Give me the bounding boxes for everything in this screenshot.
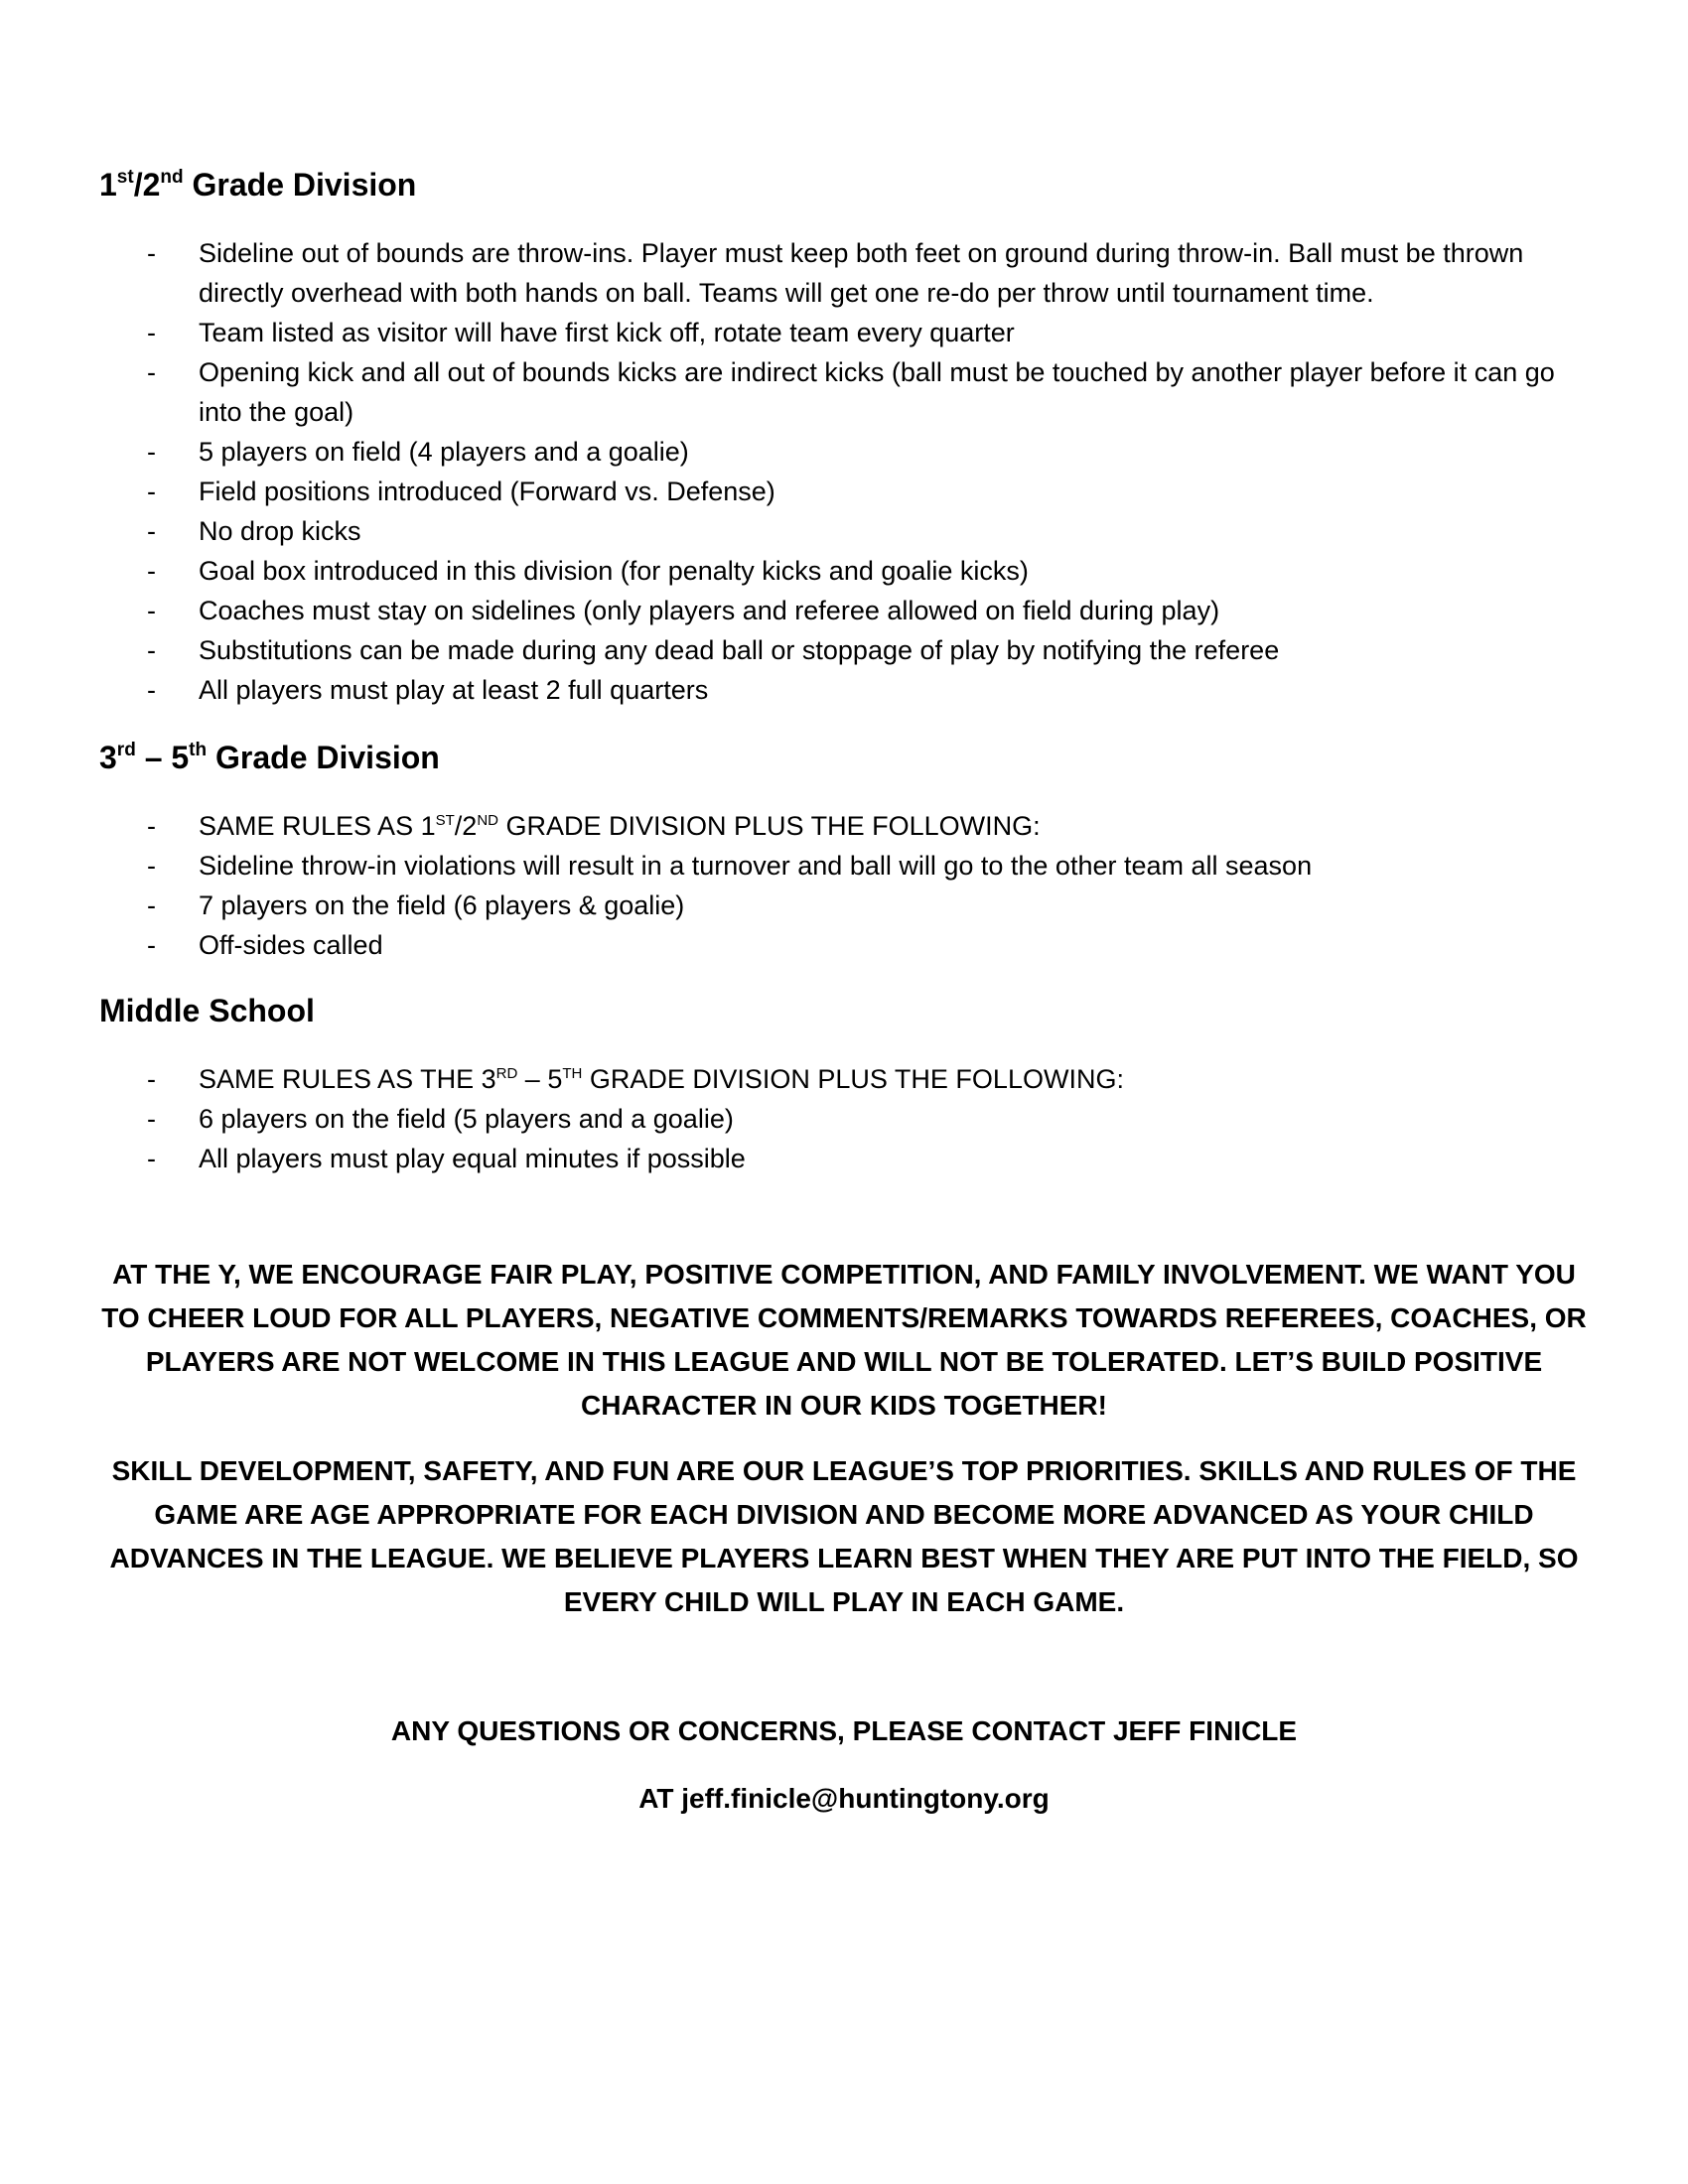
rule-text: Coaches must stay on sidelines (only players and referee allowed on field during play): [199, 596, 1220, 625]
rule-item: [99, 1099, 1569, 1139]
dash-bullet: -: [147, 1144, 156, 1173]
rule-text: GRADE DIVISION PLUS THE FOLLOWING:: [582, 1064, 1124, 1094]
heading-text: /2: [133, 167, 161, 203]
rule-item: [99, 925, 1569, 965]
rule-text: 6 players on the field (5 players and a goalie): [199, 1104, 734, 1134]
rule-item: [99, 591, 1569, 630]
rule-superscript: ND: [477, 812, 498, 829]
dash-bullet: -: [147, 851, 156, 881]
rule-text: No drop kicks: [199, 516, 361, 546]
heading-superscript: nd: [160, 167, 184, 188]
heading-text: Grade Division: [207, 740, 440, 775]
rule-text: GRADE DIVISION PLUS THE FOLLOWING:: [497, 811, 1041, 841]
heading-superscript: rd: [116, 740, 136, 760]
rule-item: [99, 352, 1569, 432]
rule-item: [99, 806, 1569, 846]
section-division-3-5: [99, 738, 1589, 965]
dash-bullet: -: [147, 1064, 156, 1094]
contact-line: ANY QUESTIONS OR CONCERNS, PLEASE CONTACT JEFF FINICLE: [390, 1715, 1298, 1746]
rule-text: All players must play equal minutes if possible: [199, 1144, 746, 1173]
rule-text: SAME RULES AS THE 3: [199, 1064, 496, 1094]
dash-bullet: -: [147, 596, 156, 625]
priorities-notice: SKILL DEVELOPMENT, SAFETY, AND FUN ARE OUR LEAGUE’S TOP PRIORITIES. SKILLS AND RULES OF THE GAME ARE AGE APPROPRIATE FOR EACH DIVISION AND BECOME MORE ADVANCED AS YOUR CHILD ADVANCES IN THE LEAGUE. WE BELIEVE PLAYERS LEARN BEST WHEN THEY ARE PUT INTO THE FIELD, SO EVERY CHILD WILL PLAY IN EACH GAME.: [109, 1455, 1579, 1617]
heading-text: 3: [99, 740, 117, 775]
dash-bullet: -: [147, 357, 156, 387]
rule-text: Team listed as visitor will have first kick off, rotate team every quarter: [199, 318, 1015, 347]
rule-text: – 5: [517, 1064, 563, 1094]
heading-text: 1: [99, 167, 117, 203]
rule-superscript: TH: [562, 1065, 583, 1082]
rule-item: [99, 233, 1569, 313]
rule-text: All players must play at least 2 full quarters: [199, 675, 709, 705]
rule-item: [99, 313, 1569, 352]
dash-bullet: -: [147, 930, 156, 960]
rule-item: [99, 432, 1569, 472]
heading-text: – 5: [135, 740, 190, 775]
rule-text: Field positions introduced (Forward vs. Defense): [199, 477, 775, 506]
dash-bullet: -: [147, 477, 156, 506]
rules-list-middle-school: [99, 1059, 1589, 1178]
rule-item: [99, 886, 1569, 925]
rules-list-division-1-2: [99, 233, 1589, 710]
rule-text: Opening kick and all out of bounds kicks are indirect kicks (ball must be touched by another player before it can go into the goal): [199, 357, 1555, 427]
rules-list-division-3-5: [99, 806, 1589, 965]
heading-superscript: th: [189, 740, 208, 760]
heading-text: Grade Division: [183, 167, 417, 203]
dash-bullet: -: [147, 675, 156, 705]
rule-text: Sideline throw-in violations will result in a turnover and ball will go to the other team all season: [199, 851, 1313, 881]
dash-bullet: -: [147, 238, 156, 268]
rule-item: [99, 670, 1569, 710]
dash-bullet: -: [147, 1104, 156, 1134]
rule-text: 7 players on the field (6 players & goalie): [199, 890, 685, 920]
rule-item: [99, 551, 1569, 591]
dash-bullet: -: [147, 437, 156, 467]
dash-bullet: -: [147, 516, 156, 546]
rule-item: [99, 846, 1569, 886]
rule-item: [99, 472, 1569, 511]
rule-text: Goal box introduced in this division (for penalty kicks and goalie kicks): [199, 556, 1029, 586]
rule-item: [99, 1139, 1569, 1178]
contact-email-line: AT jeff.finicle@huntingtony.org: [638, 1783, 1050, 1814]
section-heading-division-1-2: [99, 165, 1589, 205]
rule-text: Off-sides called: [199, 930, 383, 960]
rule-superscript: ST: [435, 812, 455, 829]
dash-bullet: -: [147, 556, 156, 586]
rule-item: [99, 630, 1569, 670]
rule-text: 5 players on field (4 players and a goalie): [199, 437, 689, 467]
fair-play-notice: AT THE Y, WE ENCOURAGE FAIR PLAY, POSITIVE COMPETITION, AND FAMILY INVOLVEMENT. WE WANT YOU TO CHEER LOUD FOR ALL PLAYERS, NEGATIVE COMMENTS/REMARKS TOWARDS REFEREES, COACHES, OR PLAYERS ARE NOT WELCOME IN THIS LEAGUE AND WILL NOT BE TOLERATED. LET’S BUILD POSITIVE CHARACTER IN OUR KIDS TOGETHER!: [101, 1259, 1587, 1421]
section-heading-middle-school: Middle School: [99, 993, 315, 1028]
rule-item: [99, 511, 1569, 551]
section-heading-division-3-5: [99, 738, 1589, 777]
section-middle-school: [99, 991, 1589, 1178]
rule-text: Sideline out of bounds are throw-ins. Player must keep both feet on ground during throw-in. Ball must be thrown directly overhead with both hands on ball. Teams will get one re-do per throw until tournament time.: [199, 238, 1524, 308]
dash-bullet: -: [147, 811, 156, 841]
rule-text: /2: [454, 811, 478, 841]
heading-superscript: st: [116, 167, 134, 188]
dash-bullet: -: [147, 890, 156, 920]
rule-item: [99, 1059, 1569, 1099]
dash-bullet: -: [147, 318, 156, 347]
rule-text: SAME RULES AS 1: [199, 811, 436, 841]
dash-bullet: -: [147, 635, 156, 665]
section-division-1-2: [99, 165, 1589, 710]
rule-superscript: RD: [495, 1065, 518, 1082]
rule-text: Substitutions can be made during any dead ball or stoppage of play by notifying the referee: [199, 635, 1280, 665]
